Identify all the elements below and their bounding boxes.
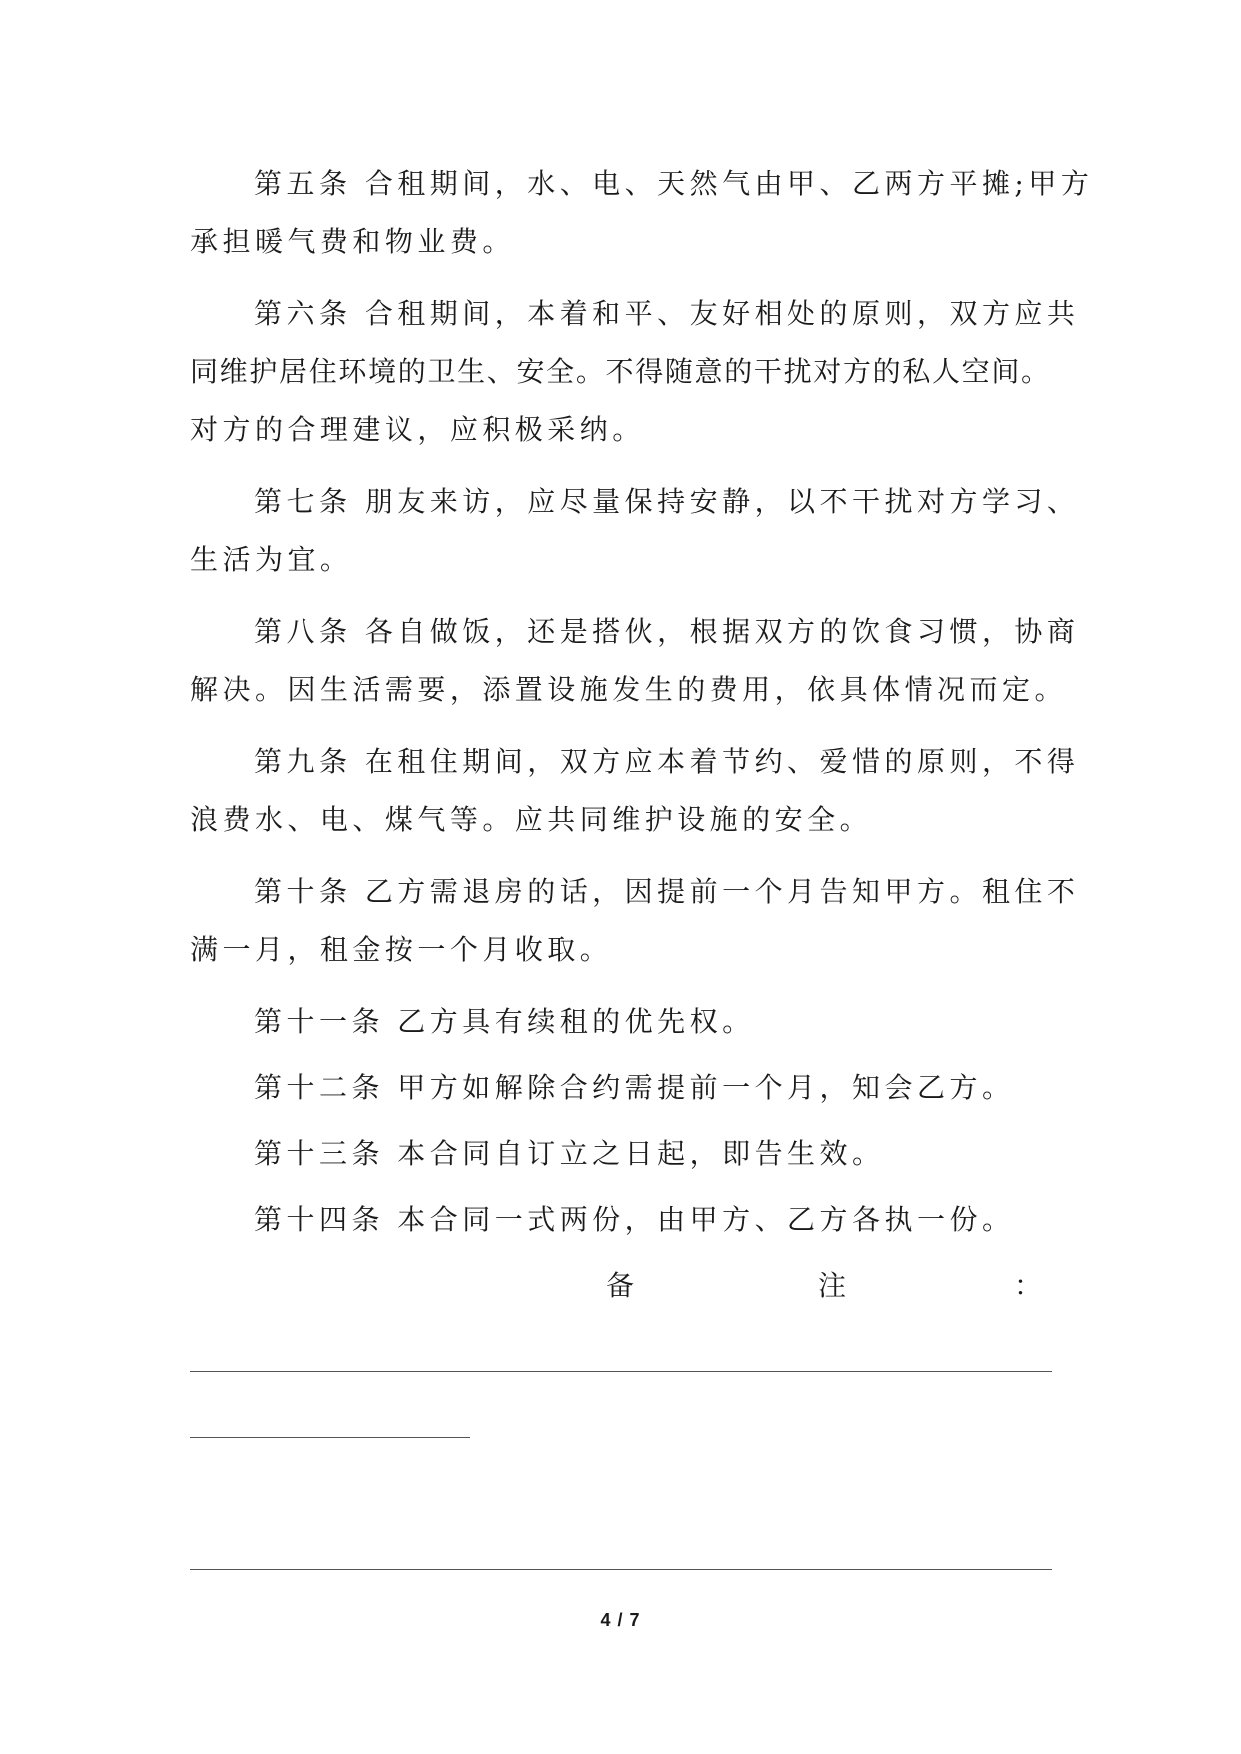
remarks-colon: ： (1014, 1269, 1043, 1302)
page-number: 4 / 7 (600, 1610, 641, 1630)
clause-9-line-2: 浪费水、电、煤气等。应共同维护设施的安全。 (190, 803, 873, 836)
clause-12: 第十二条 甲方如解除合约需提前一个月，知会乙方。 (254, 1071, 1015, 1104)
clause-7-line-2: 生活为宜。 (190, 543, 353, 576)
remarks-label (190, 1264, 1056, 1304)
clause-13: 第十三条 本合同自订立之日起，即告生效。 (254, 1137, 885, 1170)
clause-6-line-1: 第六条 合租期间，本着和平、友好相处的原则，双方应共 (254, 297, 1080, 330)
remarks-char-1: 备 (606, 1269, 635, 1302)
clause-5-line-1: 第五条 合租期间，水、电、天然气由甲、乙两方平摊;甲方 (254, 167, 1094, 200)
clause-10-line-1: 第十条 乙方需退房的话，因提前一个月告知甲方。租住不 (254, 875, 1080, 908)
clause-9-line-1: 第九条 在租住期间，双方应本着节约、爱惜的原则，不得 (254, 745, 1080, 778)
clause-7-line-1: 第七条 朋友来访，应尽量保持安静，以不干扰对方学习、 (254, 485, 1080, 518)
remarks-char-2: 注 (818, 1269, 847, 1302)
remarks-blank-line-3 (190, 1569, 1052, 1570)
clause-10-line-2: 满一月，租金按一个月收取。 (190, 933, 613, 966)
clause-8-line-2: 解决。因生活需要，添置设施发生的费用，依具体情况而定。 (190, 673, 1067, 706)
clause-11: 第十一条 乙方具有续租的优先权。 (254, 1005, 755, 1038)
clause-14: 第十四条 本合同一式两份，由甲方、乙方各执一份。 (254, 1203, 1015, 1236)
remarks-blank-line-2 (190, 1437, 470, 1438)
clause-5-line-2: 承担暖气费和物业费。 (190, 225, 515, 258)
clause-6-line-3: 对方的合理建议，应积极采纳。 (190, 413, 645, 446)
clause-6-line-2: 同维护居住环境的卫生、安全。不得随意的干扰对方的私人空间。 (190, 355, 1051, 388)
remarks-blank-line-1 (190, 1371, 1052, 1372)
clause-8-line-1: 第八条 各自做饭，还是搭伙，根据双方的饮食习惯，协商 (254, 615, 1080, 648)
